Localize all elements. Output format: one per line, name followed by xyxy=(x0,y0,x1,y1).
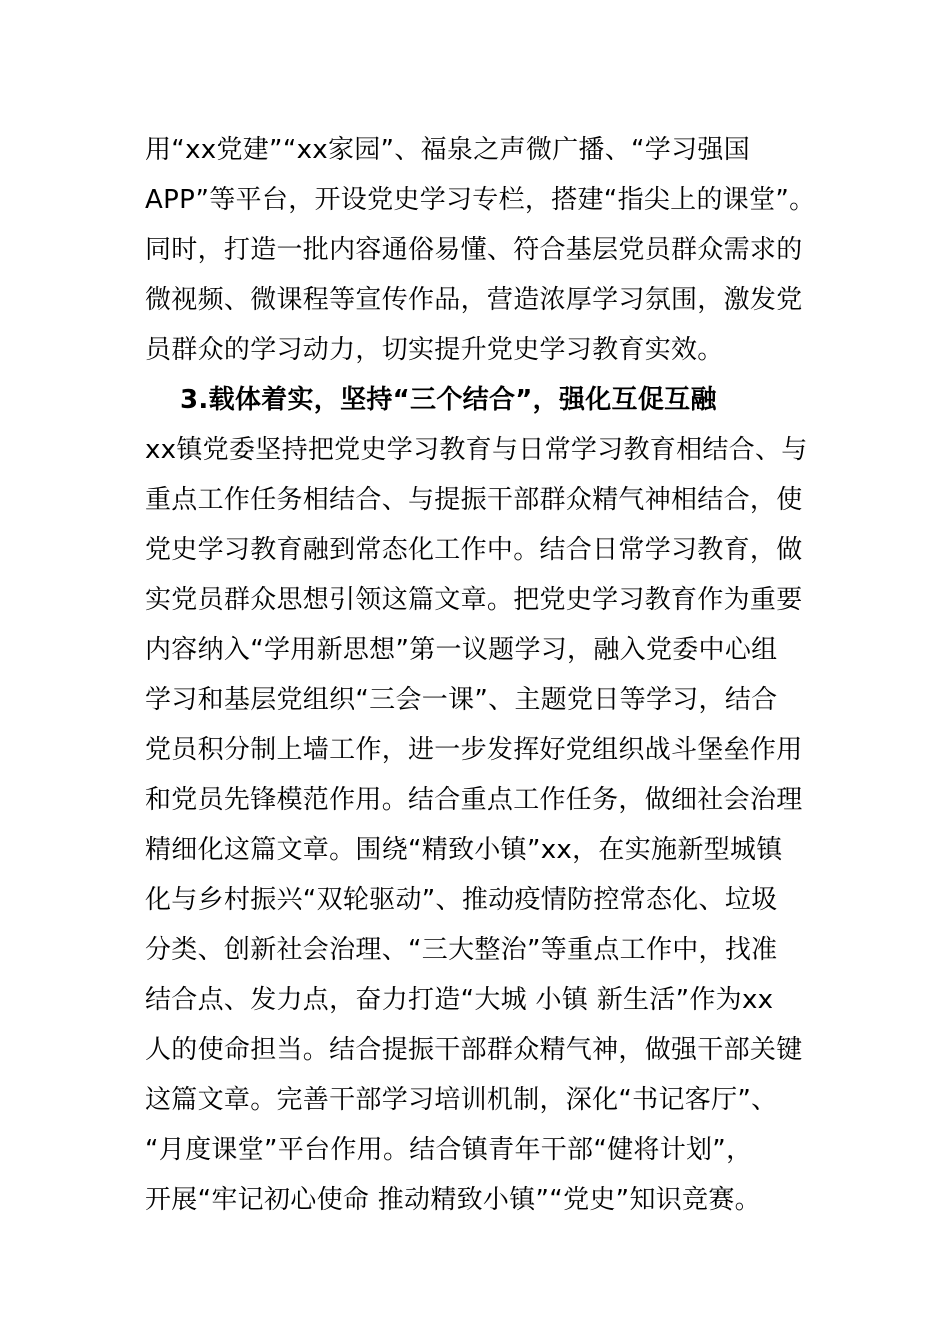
paragraph-line: 党史学习教育融到常态化工作中。结合日常学习教育，做 xyxy=(145,535,803,565)
paragraph-line: 化与乡村振兴“双轮驱动”、推动疫情防控常态化、垃圾 xyxy=(145,885,778,915)
paragraph-line: 党员积分制上墙工作，进一步发挥好党组织战斗堡垒作用 xyxy=(145,735,803,765)
paragraph-line: 精细化这篇文章。围绕“精致小镇”xx，在实施新型城镇 xyxy=(145,835,783,865)
paragraph-line: 这篇文章。完善干部学习培训机制，深化“书记客厅”、 xyxy=(145,1085,778,1115)
paragraph-line: 用“xx党建”“xx家园”、福泉之声微广播、“学习强国 xyxy=(145,135,750,165)
section-heading: 3.载体着实，坚持“三个结合”，强化互促互融 xyxy=(180,385,717,415)
paragraph-line: 人的使命担当。结合提振干部群众精气神，做强干部关键 xyxy=(145,1035,803,1065)
paragraph-line: 实党员群众思想引领这篇文章。把党史学习教育作为重要 xyxy=(145,585,803,615)
paragraph-line: 微视频、微课程等宣传作品，营造浓厚学习氛围，激发党 xyxy=(145,285,803,315)
paragraph-line: 同时，打造一批内容通俗易懂、符合基层党员群众需求的 xyxy=(145,235,803,265)
paragraph-line: 和党员先锋模范作用。结合重点工作任务，做细社会治理 xyxy=(145,785,803,815)
paragraph-line: APP”等平台，开设党史学习专栏，搭建“指尖上的课堂”。 xyxy=(145,185,816,215)
paragraph-line: 分类、创新社会治理、“三大整治”等重点工作中，找准 xyxy=(145,935,778,965)
paragraph-line: 学习和基层党组织“三会一课”、主题党日等学习，结合 xyxy=(145,685,778,715)
paragraph-line: 开展“牢记初心使命 推动精致小镇”“党史”知识竞赛。 xyxy=(145,1185,761,1215)
paragraph-line: “月度课堂”平台作用。结合镇青年干部“健将计划”， xyxy=(145,1135,753,1165)
paragraph-line: 内容纳入“学用新思想”第一议题学习，融入党委中心组 xyxy=(145,635,778,665)
paragraph-line: xx镇党委坚持把党史学习教育与日常学习教育相结合、与 xyxy=(145,435,808,465)
paragraph-line: 结合点、发力点，奋力打造“大城 小镇 新生活”作为xx xyxy=(145,985,774,1015)
paragraph-line: 重点工作任务相结合、与提振干部群众精气神相结合，使 xyxy=(145,485,803,515)
paragraph-line: 员群众的学习动力，切实提升党史学习教育实效。 xyxy=(145,335,724,365)
